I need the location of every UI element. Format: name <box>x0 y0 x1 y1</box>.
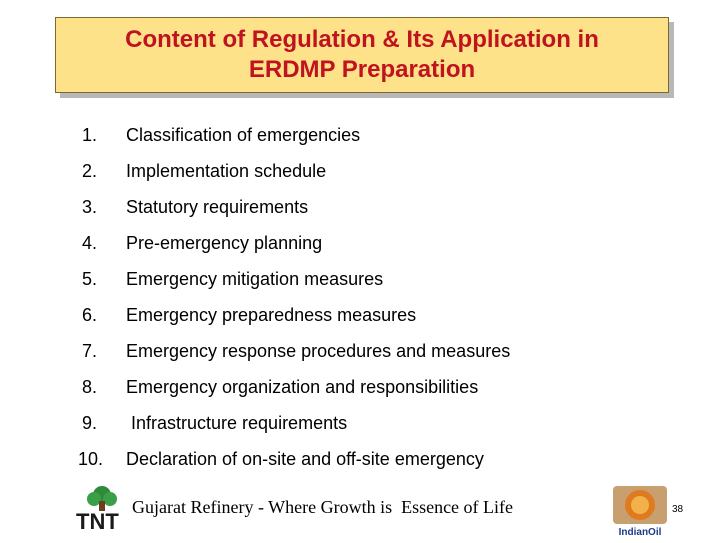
list-item-text: Classification of emergencies <box>126 124 361 145</box>
slide-title-line-1: Content of Regulation & Its Application in <box>125 26 599 53</box>
svg-text:TNT: TNT <box>76 509 119 534</box>
list-item-number: 9. <box>82 412 98 433</box>
list-item <box>82 334 510 368</box>
list-item <box>82 190 308 224</box>
list-item-number: 4. <box>82 232 98 253</box>
slide-title-line-2: ERDMP Preparation <box>248 56 476 83</box>
list-item-text: Infrastructure requirements <box>126 412 348 433</box>
list-item-number: 2. <box>82 160 98 181</box>
list-item-number: 7. <box>82 340 98 361</box>
list-item-number: 5. <box>82 268 98 289</box>
list-item <box>82 118 360 152</box>
list-item <box>82 298 416 332</box>
list-item-text: Emergency preparedness measures <box>126 304 417 325</box>
list-item <box>82 370 478 404</box>
list-item-text: Declaration of on-site and off-site emergency <box>126 448 484 469</box>
list-item-text: Emergency organization and responsibilities <box>126 376 479 397</box>
list-item <box>82 226 322 260</box>
indianoil-logo-icon <box>611 484 669 538</box>
list-item-text: Emergency mitigation measures <box>126 268 384 289</box>
refinery-logo-icon <box>72 483 132 535</box>
list-item-number: 1. <box>82 124 98 145</box>
list-item-text: Implementation schedule <box>126 160 327 181</box>
list-item <box>78 442 484 476</box>
list-item <box>82 154 326 188</box>
slide-title-box <box>55 17 669 93</box>
list-item-number: 3. <box>82 196 98 217</box>
page-number: 38 <box>672 504 684 515</box>
list-item-text: Emergency response procedures and measures <box>126 340 511 361</box>
list-item-number: 10. <box>78 448 104 469</box>
list-item-text: Pre-emergency planning <box>126 232 323 253</box>
list-item <box>82 406 347 440</box>
indianoil-logo-label: IndianOil <box>618 527 662 538</box>
list-item-number: 8. <box>82 376 98 397</box>
list-item-text: Statutory requirements <box>126 196 309 217</box>
list-item <box>82 262 383 296</box>
list-item-number: 6. <box>82 304 98 325</box>
footer-slogan: Gujarat Refinery - Where Growth is Essence of Life <box>132 497 514 517</box>
